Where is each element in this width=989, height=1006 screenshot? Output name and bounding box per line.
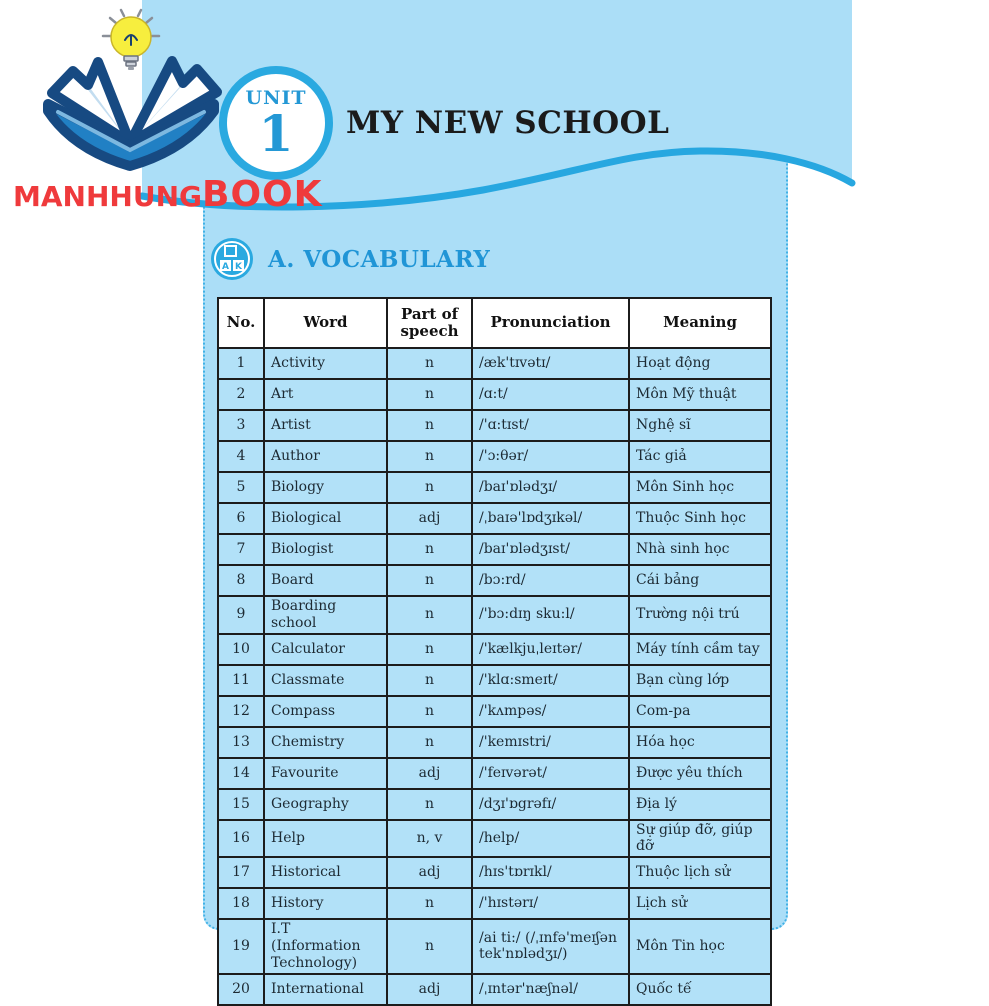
table-row (218, 820, 771, 858)
cell-pron: /ɑ:t/ (472, 379, 629, 410)
cell-meaning: Nhà sinh học (629, 534, 771, 565)
cell-pron: /'bɔ:dɪŋ sku:l/ (472, 596, 629, 634)
cell-pron: /baɪ'ɒlədʒɪ/ (472, 472, 629, 503)
svg-text:A: A (222, 262, 229, 272)
cell-pos: n (387, 919, 472, 973)
cell-word: Boarding school (264, 596, 387, 634)
cell-word: Artist (264, 410, 387, 441)
cell-meaning: Thuộc Sinh học (629, 503, 771, 534)
cell-pron: /hɪs'tɒrɪkl/ (472, 857, 629, 888)
cell-pos: n (387, 696, 472, 727)
cell-word: Biological (264, 503, 387, 534)
cell-no: 2 (218, 379, 264, 410)
column-header: Word (264, 298, 387, 348)
cell-no: 9 (218, 596, 264, 634)
section-header (209, 236, 490, 282)
table-row (218, 379, 771, 410)
cell-word: Calculator (264, 634, 387, 665)
table-row (218, 857, 771, 888)
cell-pron: /'ɔ:θər/ (472, 441, 629, 472)
table-row (218, 441, 771, 472)
cell-no: 6 (218, 503, 264, 534)
cell-pos: n (387, 789, 472, 820)
column-header: Meaning (629, 298, 771, 348)
brand-name-part1: MANHHUNG (13, 180, 202, 213)
table-row (218, 696, 771, 727)
cell-no: 8 (218, 565, 264, 596)
table-header-row (218, 298, 771, 348)
brand-name-part2: BOOK (202, 174, 323, 215)
cell-pos: n (387, 472, 472, 503)
column-header: Pronunciation (472, 298, 629, 348)
cell-no: 4 (218, 441, 264, 472)
cell-word: Board (264, 565, 387, 596)
cell-pos: n (387, 888, 472, 919)
cell-meaning: Tác giả (629, 441, 771, 472)
cell-word: I.T (Information Technology) (264, 919, 387, 973)
cell-word: Help (264, 820, 387, 858)
cell-meaning: Hóa học (629, 727, 771, 758)
cell-meaning: Sự giúp đỡ, giúp đỡ (629, 820, 771, 858)
table-row (218, 758, 771, 789)
cell-meaning: Bạn cùng lớp (629, 665, 771, 696)
cell-meaning: Máy tính cầm tay (629, 634, 771, 665)
cell-meaning: Môn Mỹ thuật (629, 379, 771, 410)
cell-meaning: Hoạt động (629, 348, 771, 379)
cell-no: 18 (218, 888, 264, 919)
cell-no: 3 (218, 410, 264, 441)
cell-pos: n (387, 634, 472, 665)
cell-word: Activity (264, 348, 387, 379)
cell-pron: /'kælkjuˌleɪtər/ (472, 634, 629, 665)
cell-meaning: Môn Sinh học (629, 472, 771, 503)
unit-badge (219, 66, 333, 180)
table-row (218, 888, 771, 919)
cell-pron: /'kʌmpəs/ (472, 696, 629, 727)
cell-word: Author (264, 441, 387, 472)
cell-word: International (264, 974, 387, 1005)
cell-word: Biologist (264, 534, 387, 565)
table-row (218, 348, 771, 379)
cell-no: 5 (218, 472, 264, 503)
cell-word: Compass (264, 696, 387, 727)
table-row (218, 472, 771, 503)
table-row (218, 410, 771, 441)
cell-meaning: Được yêu thích (629, 758, 771, 789)
cell-no: 7 (218, 534, 264, 565)
cell-no: 17 (218, 857, 264, 888)
unit-number: 1 (258, 103, 294, 163)
table-row (218, 727, 771, 758)
column-header: Part of speech (387, 298, 472, 348)
cell-word: Favourite (264, 758, 387, 789)
cell-word: Classmate (264, 665, 387, 696)
table-row (218, 665, 771, 696)
cell-no: 20 (218, 974, 264, 1005)
cell-pron: /ai ti:/ (/ˌɪnfə'meɪʃən tek'nɒlədʒɪ/) (472, 919, 629, 973)
cell-pos: n (387, 441, 472, 472)
cell-word: Biology (264, 472, 387, 503)
cell-no: 15 (218, 789, 264, 820)
cell-word: Historical (264, 857, 387, 888)
table-row (218, 503, 771, 534)
cell-pos: n (387, 596, 472, 634)
cell-no: 10 (218, 634, 264, 665)
cell-word: Geography (264, 789, 387, 820)
cell-no: 12 (218, 696, 264, 727)
cell-pron: /dʒɪ'ɒgrəfɪ/ (472, 789, 629, 820)
cell-meaning: Cái bảng (629, 565, 771, 596)
cell-meaning: Trường nội trú (629, 596, 771, 634)
vocabulary-badge-icon (209, 236, 255, 282)
table-row (218, 634, 771, 665)
unit-label: UNIT (245, 86, 307, 109)
cell-meaning: Lịch sử (629, 888, 771, 919)
cell-pos: n (387, 565, 472, 596)
cell-word: Art (264, 379, 387, 410)
cell-pos: n, v (387, 820, 472, 858)
cell-pron: /æk'tɪvətɪ/ (472, 348, 629, 379)
vocab-table-body (218, 348, 771, 1005)
cell-meaning: Địa lý (629, 789, 771, 820)
table-row (218, 919, 771, 973)
table-row (218, 596, 771, 634)
cell-pron: /'kemɪstri/ (472, 727, 629, 758)
cell-pron: /baɪ'ɒlədʒɪst/ (472, 534, 629, 565)
cell-pron: /ˌɪntər'næʃnəl/ (472, 974, 629, 1005)
cell-meaning: Nghệ sĩ (629, 410, 771, 441)
cell-pron: /'hɪstərɪ/ (472, 888, 629, 919)
cell-pos: adj (387, 857, 472, 888)
section-heading: A. VOCABULARY (268, 245, 491, 273)
cell-pron: /'ɑ:tɪst/ (472, 410, 629, 441)
cell-meaning: Thuộc lịch sử (629, 857, 771, 888)
svg-text:K: K (235, 262, 242, 272)
cell-no: 14 (218, 758, 264, 789)
cell-no: 16 (218, 820, 264, 858)
vocabulary-table (217, 297, 772, 1006)
table-row (218, 974, 771, 1005)
cell-pos: n (387, 379, 472, 410)
cell-pron: /help/ (472, 820, 629, 858)
cell-pos: n (387, 665, 472, 696)
table-row (218, 565, 771, 596)
cell-no: 1 (218, 348, 264, 379)
column-header: No. (218, 298, 264, 348)
cell-meaning: Môn Tin học (629, 919, 771, 973)
table-row (218, 789, 771, 820)
cell-pos: adj (387, 974, 472, 1005)
cell-pron: /'feɪvərət/ (472, 758, 629, 789)
cell-pron: /bɔ:rd/ (472, 565, 629, 596)
cell-pos: n (387, 410, 472, 441)
cell-pos: n (387, 534, 472, 565)
page-title: MY NEW SCHOOL (346, 105, 670, 141)
cell-no: 19 (218, 919, 264, 973)
cell-meaning: Quốc tế (629, 974, 771, 1005)
cell-meaning: Com-pa (629, 696, 771, 727)
cell-pron: /'klɑ:smeɪt/ (472, 665, 629, 696)
cell-pos: n (387, 727, 472, 758)
cell-no: 13 (218, 727, 264, 758)
cell-pos: adj (387, 758, 472, 789)
cell-pos: adj (387, 503, 472, 534)
cell-word: Chemistry (264, 727, 387, 758)
cell-no: 11 (218, 665, 264, 696)
cell-pos: n (387, 348, 472, 379)
table-row (218, 534, 771, 565)
cell-word: History (264, 888, 387, 919)
cell-pron: /ˌbaɪə'lɒdʒɪkəl/ (472, 503, 629, 534)
